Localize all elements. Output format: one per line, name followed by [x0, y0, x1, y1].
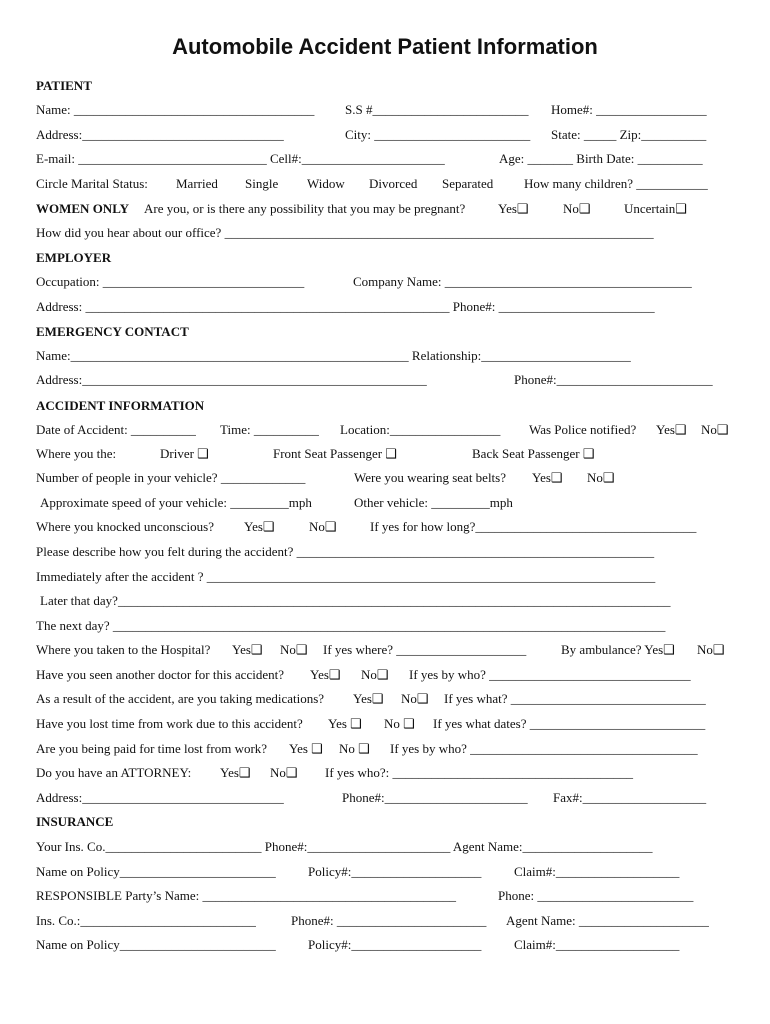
address-field[interactable]: Address:_____________________________________________________ — [36, 372, 427, 387]
have-you-seen-another-doctor-for-this-ac-label: Have you seen another doctor for this accident? — [36, 667, 284, 682]
no-checkbox[interactable]: No ❑ — [339, 741, 370, 756]
no-checkbox[interactable]: No❑ — [280, 642, 308, 657]
approximate-speed-of-your-vehicle-mph-field[interactable]: Approximate speed of your vehicle: _________mph — [40, 495, 312, 510]
policy-field[interactable]: Policy#:____________________ — [308, 864, 482, 879]
name-on-policy-field[interactable]: Name on Policy________________________ — [36, 864, 276, 879]
section-heading-row — [0, 813, 770, 831]
uncertain-checkbox[interactable]: Uncertain❑ — [624, 201, 687, 216]
form-row — [0, 936, 770, 954]
city-field[interactable]: City: ________________________ — [345, 127, 531, 142]
no-checkbox[interactable]: No❑ — [587, 470, 615, 485]
form-row — [0, 568, 770, 586]
form-row — [0, 200, 770, 218]
home-field[interactable]: Home#: _________________ — [551, 102, 707, 117]
please-describe-how-you-felt-during-the--field[interactable]: Please describe how you felt during the accident? _______________________________________________________ — [36, 544, 655, 559]
time-field[interactable]: Time: __________ — [220, 422, 319, 437]
form-row — [0, 592, 770, 610]
other-vehicle-mph-field[interactable]: Other vehicle: _________mph — [354, 495, 513, 510]
form-row — [0, 617, 770, 635]
claim-field[interactable]: Claim#:___________________ — [514, 937, 680, 952]
form-row — [0, 690, 770, 708]
was-police-notified-label: Was Police notified? — [529, 422, 637, 437]
yes-checkbox[interactable]: Yes❑ — [232, 642, 263, 657]
form-row — [0, 543, 770, 561]
back-seat-passenger-checkbox[interactable]: Back Seat Passenger ❑ — [472, 446, 595, 461]
where-you-knocked-unconscious-label: Where you knocked unconscious? — [36, 519, 214, 534]
form-row — [0, 101, 770, 119]
section-heading-employer: EMPLOYER — [36, 250, 112, 265]
form-row — [0, 887, 770, 905]
section-heading-emergency-contact: EMERGENCY CONTACT — [36, 324, 189, 339]
responsible-partys-name-field[interactable]: RESPONSIBLE Party’s Name: _______________________________________ — [36, 888, 456, 903]
yes-checkbox[interactable]: Yes❑ — [353, 691, 384, 706]
single-label: Single — [245, 176, 279, 191]
form-row — [0, 175, 770, 193]
have-you-lost-time-from-work-due-to-this-label: Have you lost time from work due to this accident? — [36, 716, 303, 731]
by-ambulance-yes-checkbox[interactable]: By ambulance? Yes❑ — [561, 642, 675, 657]
yes-checkbox[interactable]: Yes❑ — [498, 201, 529, 216]
no-checkbox[interactable]: No❑ — [270, 765, 298, 780]
form-row — [0, 445, 770, 463]
claim-field[interactable]: Claim#:___________________ — [514, 864, 680, 879]
form-row — [0, 298, 770, 316]
section-heading-row — [0, 77, 770, 95]
front-seat-passenger-checkbox[interactable]: Front Seat Passenger ❑ — [273, 446, 397, 461]
phone-field[interactable]: Phone#:______________________ — [342, 790, 528, 805]
how-did-you-hear-about-our-office-field[interactable]: How did you hear about our office? __________________________________________________________________ — [36, 225, 654, 240]
were-you-wearing-seat-belts-label: Were you wearing seat belts? — [354, 470, 507, 485]
number-of-people-in-your-vehicle-field[interactable]: Number of people in your vehicle? _____________ — [36, 470, 306, 485]
immediately-after-the-accident-field[interactable]: Immediately after the accident ? _____________________________________________________________________ — [36, 569, 656, 584]
form-row — [0, 912, 770, 930]
form-row — [0, 494, 770, 512]
form-row — [0, 273, 770, 291]
if-yes-by-who-field[interactable]: If yes by who? _______________________________ — [409, 667, 691, 682]
yes-checkbox[interactable]: Yes❑ — [310, 667, 341, 682]
no-checkbox[interactable]: No❑ — [309, 519, 337, 534]
page-title: Automobile Accident Patient Information — [172, 34, 598, 59]
date-of-accident-field[interactable]: Date of Accident: __________ — [36, 422, 196, 437]
address-field[interactable]: Address:_______________________________ — [36, 790, 284, 805]
form-row — [0, 347, 770, 365]
name-field[interactable]: Name: _____________________________________ — [36, 102, 315, 117]
name-relationship-field[interactable]: Name:____________________________________________________ Relationship:_______________________ — [36, 348, 631, 363]
no-checkbox[interactable]: No❑ — [701, 422, 729, 437]
if-yes-what-dates-field[interactable]: If yes what dates? ___________________________ — [433, 716, 706, 731]
driver-checkbox[interactable]: Driver ❑ — [160, 446, 209, 461]
form-row — [0, 764, 770, 782]
form-row — [0, 740, 770, 758]
address-field[interactable]: Address:_______________________________ — [36, 127, 284, 142]
form-row — [0, 518, 770, 536]
form-row — [0, 150, 770, 168]
section-heading-row — [0, 249, 770, 267]
form-row — [0, 715, 770, 733]
no-checkbox[interactable]: No❑ — [563, 201, 591, 216]
are-you-being-paid-for-time-lost-from-wo-label: Are you being paid for time lost from work? — [36, 741, 268, 756]
no-checkbox[interactable]: No❑ — [697, 642, 725, 657]
section-heading-row — [0, 323, 770, 341]
widow-label: Widow — [307, 176, 345, 191]
occupation-field[interactable]: Occupation: _______________________________ — [36, 274, 305, 289]
section-heading-patient: PATIENT — [36, 78, 92, 93]
fax-field[interactable]: Fax#:___________________ — [553, 790, 707, 805]
if-yes-who-field[interactable]: If yes who?: _____________________________________ — [325, 765, 634, 780]
section-heading-row — [0, 397, 770, 415]
name-on-policy-field[interactable]: Name on Policy________________________ — [36, 937, 276, 952]
circle-marital-status-label: Circle Marital Status: — [36, 176, 148, 191]
no-checkbox[interactable]: No❑ — [401, 691, 429, 706]
if-yes-by-who-field[interactable]: If yes by who? ___________________________________ — [390, 741, 698, 756]
form-row — [0, 838, 770, 856]
form-row — [0, 371, 770, 389]
as-a-result-of-the-accident-are-you-taki-label: As a result of the accident, are you taking medications? — [36, 691, 325, 706]
s-s-field[interactable]: S.S #________________________ — [345, 102, 529, 117]
agent-name-field[interactable]: Agent Name: ____________________ — [506, 913, 709, 928]
form-row — [0, 863, 770, 881]
married-label: Married — [176, 176, 218, 191]
form-row — [0, 126, 770, 144]
address-phone-field[interactable]: Address: ________________________________________________________ Phone#: ________________________ — [36, 299, 655, 314]
later-that-day-field[interactable]: Later that day?_____________________________________________________________________________________ — [40, 593, 671, 608]
form-row — [0, 789, 770, 807]
yes-checkbox[interactable]: Yes❑ — [532, 470, 563, 485]
no-checkbox[interactable]: No ❑ — [384, 716, 415, 731]
location-field[interactable]: Location:_________________ — [340, 422, 501, 437]
yes-checkbox[interactable]: Yes ❑ — [328, 716, 362, 731]
do-you-have-an-attorney-label: Do you have an ATTORNEY: — [36, 765, 192, 780]
where-you-taken-to-the-hospital-label: Where you taken to the Hospital? — [36, 642, 211, 657]
phone-field[interactable]: Phone: ________________________ — [498, 888, 694, 903]
state-zip-field[interactable]: State: _____ Zip:__________ — [551, 127, 707, 142]
company-name-field[interactable]: Company Name: ______________________________________ — [353, 274, 692, 289]
section-heading-women-only: WOMEN ONLY — [36, 201, 130, 216]
how-many-children-field[interactable]: How many children? ___________ — [524, 176, 708, 191]
policy-field[interactable]: Policy#:____________________ — [308, 937, 482, 952]
phone-field[interactable]: Phone#: _______________________ — [291, 913, 487, 928]
separated-label: Separated — [442, 176, 494, 191]
age-birth-date-field[interactable]: Age: _______ Birth Date: __________ — [499, 151, 703, 166]
if-yes-for-how-long-field[interactable]: If yes for how long?__________________________________ — [370, 519, 697, 534]
no-checkbox[interactable]: No❑ — [361, 667, 389, 682]
divorced-label: Divorced — [369, 176, 418, 191]
form-row — [0, 469, 770, 487]
form-row — [0, 224, 770, 242]
section-heading-insurance: INSURANCE — [36, 814, 114, 829]
form-row — [0, 666, 770, 684]
your-ins-co-phone-agent-name-field[interactable]: Your Ins. Co.________________________ Phone#:______________________ Agent Name:____________________ — [36, 839, 653, 854]
form-row — [0, 641, 770, 659]
if-yes-where-field[interactable]: If yes where? ____________________ — [323, 642, 527, 657]
yes-checkbox[interactable]: Yes ❑ — [289, 741, 323, 756]
yes-checkbox[interactable]: Yes❑ — [656, 422, 687, 437]
ins-co-field[interactable]: Ins. Co.:___________________________ — [36, 913, 256, 928]
form-row — [0, 421, 770, 439]
where-you-the-label: Where you the: — [36, 446, 117, 461]
if-yes-what-field[interactable]: If yes what? ______________________________ — [444, 691, 706, 706]
the-next-day-field[interactable]: The next day? _____________________________________________________________________________________ — [36, 618, 666, 633]
yes-checkbox[interactable]: Yes❑ — [220, 765, 251, 780]
phone-field[interactable]: Phone#:________________________ — [514, 372, 713, 387]
e-mail-cell-field[interactable]: E-mail: _____________________________ Cell#:______________________ — [36, 151, 445, 166]
are-you-or-is-there-any-possibility-that-label: Are you, or is there any possibility that you may be pregnant? — [144, 201, 466, 216]
yes-checkbox[interactable]: Yes❑ — [244, 519, 275, 534]
section-heading-accident-information: ACCIDENT INFORMATION — [36, 398, 205, 413]
